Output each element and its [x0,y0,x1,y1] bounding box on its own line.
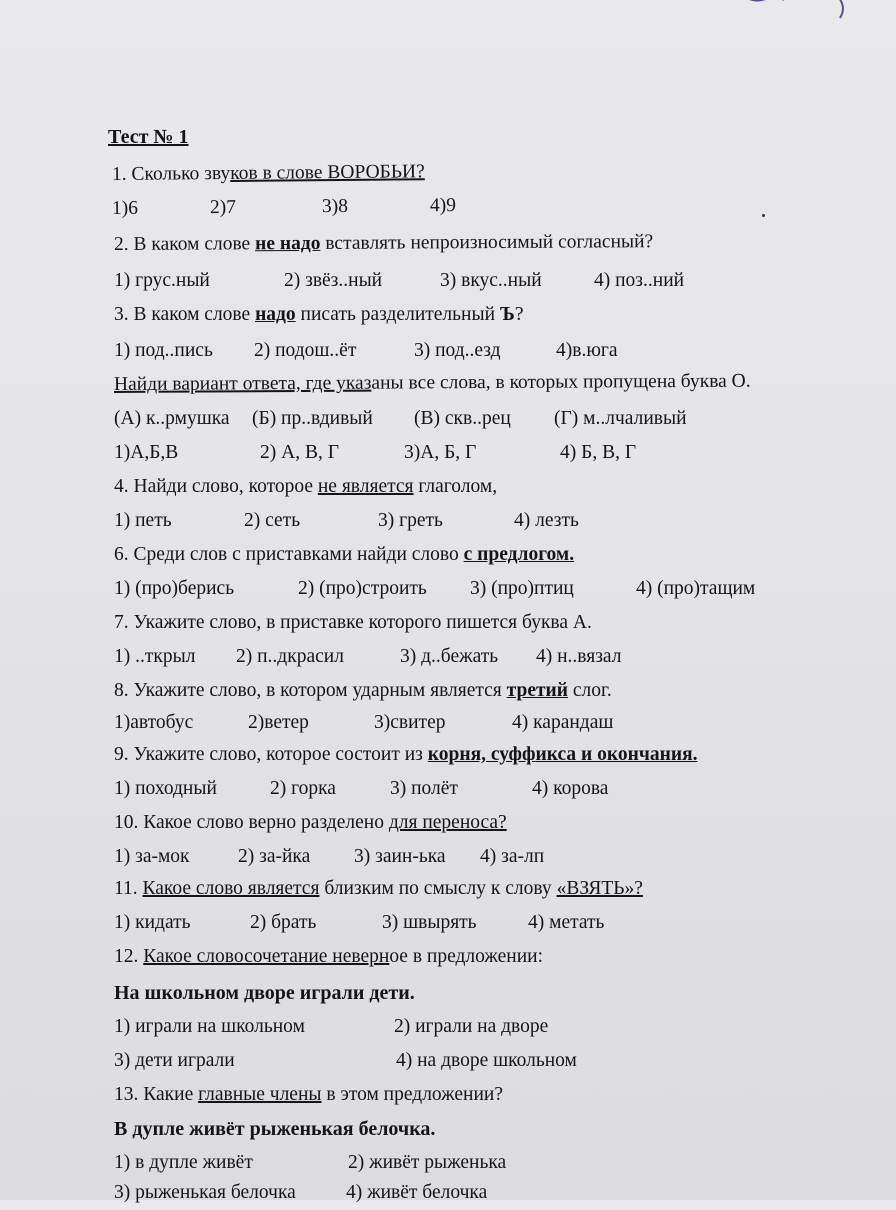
option: 2) живёт рыженька [348,1152,507,1173]
question-4-options [0,504,896,538]
word-option: (Б) пр..вдивый [252,408,373,429]
question-1-underlined: ков в слове ВОРОБЬИ? [230,161,425,184]
question-9-text: 9. Укажите слово, которое состоит из [114,744,428,765]
question-4-text: 4. Найди слово, которое [114,476,318,497]
question-9: 9. Укажите слово, которое состоит из корня, суффикса и окончания. [114,744,698,765]
word-option: (А) к..рмушка [114,408,230,429]
option: 2) А, В, Г [260,442,339,463]
option: 4) метать [528,912,605,933]
question-letter-o-words [0,402,896,436]
question-3: 3. В каком слове надо писать разделительный Ъ? [114,304,524,325]
option: 1) играли на школьном [114,1016,305,1037]
option: 1) петь [114,510,172,531]
question-11-text: 11. [114,878,143,899]
question-8-text: 8. Укажите слово, в котором ударным является [114,680,507,701]
option: 3) заин-ька [354,846,446,867]
question-6: 6. Среди слов с приставками найди слово с предлогом. [114,544,575,565]
question-7 [0,606,896,640]
question-letter-o-options [0,436,896,470]
question-13-text: 13. Какие [114,1084,199,1105]
option: 1) грус.ный [114,270,210,291]
option: 2) сеть [244,510,301,531]
question-letter-o: Найди вариант ответа, где указаны все слова, в которых пропущена буква О. [113,370,751,395]
option: 4) (про)тащим [636,578,756,599]
option: 2) п..дкрасил [236,646,344,667]
handwritten-note [676,0,876,28]
word-option: (Г) м..лчаливый [554,408,687,429]
option: 4) Б, В, Г [560,442,637,463]
option: 1) походный [114,778,217,799]
question-2-emphasis: не надо [255,232,321,255]
test-title-line [0,120,896,154]
option: 1) в дупле живёт [114,1152,253,1173]
option: 1) ..ткрыл [114,646,196,667]
question-12-options-a [0,1010,896,1044]
option: 2) (про)строить [298,578,427,599]
question-13-options-a [0,1146,896,1180]
option: 4) на дворе школьном [396,1050,577,1071]
option: 1) кидать [114,912,191,933]
option: 1)6 [111,197,139,219]
question-12-sentence [0,976,896,1010]
question-6-text: 6. Среди слов с приставками найди слово [114,544,464,565]
option: 4) карандаш [512,712,614,733]
option: 3) дети играли [114,1050,235,1071]
question-11-options [0,906,896,940]
option: 3) д..бежать [400,646,499,667]
option: 1)автобус [114,712,194,733]
option: 4)в.юга [556,340,618,361]
option: 4) за-лп [480,846,545,867]
sentence: На школьном дворе играли дети. [114,982,415,1004]
option: 2) звёз..ный [284,270,383,291]
question-1-text: 1. Сколько зву [111,162,231,185]
question-12: 12. Какое словосочетание неверное в предложении: [114,946,544,967]
test-title: Тест № 1 [108,126,189,148]
question-8-options [0,706,896,740]
option: 1) за-мок [114,846,190,867]
question-8: 8. Укажите слово, в котором ударным является третий слог. [114,680,612,701]
question-11: 11. Какое слово является близким по смыслу к слову «ВЗЯТЬ»? [114,878,643,899]
question-10: 10. Какое слово верно разделено для переноса? [114,812,507,833]
question-10-options [0,840,896,874]
option: 3) швырять [382,912,477,933]
option: 3) (про)птиц [470,578,574,599]
option: 3) рыженькая белочка [114,1182,296,1203]
option: 2) подош..ёт [254,340,357,361]
option: 3)8 [321,195,349,218]
option: 3) греть [378,510,443,531]
question-2: 2. В каком слове не надо вставлять непроизносимый согласный? [113,231,654,255]
option: 4) н..вязал [536,646,622,667]
option: 2) горка [270,778,336,799]
option: 3) полёт [390,778,458,799]
option: 4) живёт белочка [346,1182,488,1203]
question-9-options [0,772,896,806]
question-2-options [0,264,896,298]
question-2-text: 2. В каком слове [113,233,256,255]
option: 2)7 [209,196,237,219]
question-13: 13. Какие главные члены в этом предложении? [114,1084,504,1105]
question-letter-o-text: Найди вариант ответа, где указ [113,372,372,395]
option: 4) лезть [514,510,579,531]
word-option: (В) скв..рец [414,408,511,429]
question-7-options [0,640,896,674]
question-1-options [0,185,896,227]
question-13-options-b [0,1176,896,1210]
question-12-text: 12. [114,946,144,967]
sentence: В дупле живёт рыженькая белочка. [114,1118,436,1140]
option: 2)ветер [248,712,309,733]
option: 1) под..пись [114,340,213,361]
option: 2) играли на дворе [394,1016,549,1037]
option: 1)А,Б,В [114,442,179,463]
option: 4) корова [532,778,609,799]
option: 4) поз..ний [594,270,685,291]
question-3-text: 3. В каком слове [114,304,256,325]
option: 2) за-йка [238,846,311,867]
option: 3)А, Б, Г [404,442,477,463]
option: 3) под..езд [414,340,501,361]
question-10-text: 10. Какое слово верно разделено [114,812,389,833]
question-3-options [0,334,896,368]
option: 4)9 [429,194,457,217]
question-13-sentence [0,1112,896,1146]
question-12-options-b [0,1044,896,1078]
question-4: 4. Найди слово, которое не является глаголом, [114,476,498,497]
ink-speck [762,214,765,217]
option: 1) (про)берись [114,578,235,599]
option: 2) брать [250,912,317,933]
question-7-text: 7. Укажите слово, в приставке которого пишется буква А. [114,612,592,633]
option: 3) вкус..ный [440,270,542,291]
question-6-options [0,572,896,606]
option: 3)свитер [374,712,446,733]
